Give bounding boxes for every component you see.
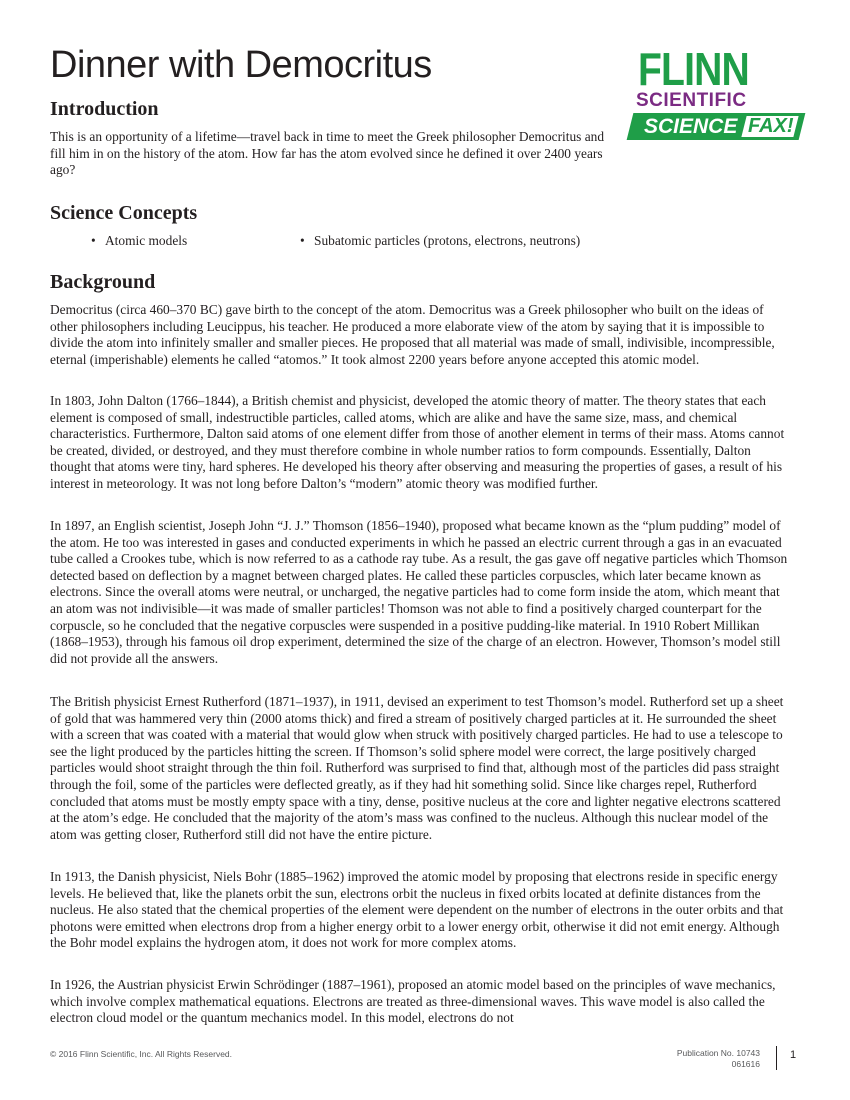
concept-item-label: Subatomic particles (protons, electrons, neutrons) [314,233,581,248]
background-paragraph: In 1913, the Danish physicist, Niels Bohr (1885–1962) improved the atomic model by proposing that electrons reside in specific energy levels. He believed that, like the planets orbit the sun, electrons orbit the nucleus in fixed orbits located at definite distances from the nucleus. He also stated that the chemical properties of the element were dependent on the number of electrons in the outer orbits and that photons were emitted when electrons drop from a higher energy orbit to a lower energy orbit, otherwise it did not emit energy. Although the Bohr model explains the hydrogen atom, it does not work for more complex atoms. [50,869,784,951]
page-number: 1 [790,1049,797,1061]
introduction-heading: Introduction [50,98,159,120]
concept-item-label: Atomic models [105,233,188,248]
publication-number: Publication No. 10743 [676,1048,760,1058]
publication-info [620,1048,760,1070]
concept-item: • Subatomic particles (protons, electrons, neutrons) [300,233,581,248]
background-paragraph: The British physicist Ernest Rutherford (1871–1937), in 1911, devised an experiment to test Thomson’s model. Rutherford set up a sheet of gold that was hammered very thin (2000 atoms thick) and fired a stream of positively charged particles at it. He surrounded the sheet with a screen that was coated with a material that would glow when struck with positively charged particles. He had to use a telescope to see the light produced by the particles hitting the screen. If Thomson’s solid sphere model were correct, the large positively charged particles would shoot straight through the thin foil. Rutherford was surprised to find that, although most of the particles did pass straight through the foil, some of the particles were deflected greatly, as if they had hit something solid. Since like charges repel, Rutherford concluded that atoms must be mostly empty space with a tiny, dense, positive nucleus at the core and lighter negative electrons scattered at the atom’s edge. He concluded that the majority of the atom’s mass was confined to the nucleus. Although this nuclear model of the atom was getting closer, Rutherford still did not have the entire picture. [50,694,784,842]
science-concepts-heading: Science Concepts [50,202,198,224]
logo-flinn-text: FLINN [638,43,749,95]
background-paragraph: Democritus (circa 460–370 BC) gave birth to the concept of the atom. Democritus was a Greek philosopher who built on the ideas of other philosophers including Leucippus, his teacher. He produced a more elaborate view of the atom by saying that it is impossible to divide the atom into infinitely smaller and smaller pieces. He proposed that all material was made of small, indivisible, incompressible, eternal (imperishable) elements he called “atomos.” It took almost 2200 years before anyone accepted this atomic model. [50,302,775,367]
footer-divider [776,1046,777,1070]
background-paragraph: In 1897, an English scientist, Joseph John “J. J.” Thomson (1856–1940), proposed what became known as the “plum pudding” model of the atom. He too was interested in gases and conducted experiments in which he passed an electric current through a gas in an evacuated tube called a Crookes tube, which is now referred to as a cathode ray tube. As a result, the gas gave off negative particles which Thomson detected based on deflection by a magnet between charged plates. He called these particles corpuscles, which later became known as electrons. Since the overall atoms were neutral, or uncharged, the negative particles had to come form inside the atom, which meant that an atom was not indivisible—it was made of smaller particles! Thomson was not able to find a positively charged counterpart for the corpuscle, so he concluded that the negative corpuscles were suspended in a positive pudding-like material. In 1910 Robert Millikan (1868–1953), through his famous oil drop experiment, determined the size of the charge of an electron. However, Thomson’s model still did not provide all the answers. [50,518,788,666]
document-title: Dinner with Democritus [50,44,432,86]
logo-science-text: SCIENCE [644,115,738,138]
flinn-scientific-logo [630,43,800,146]
concept-item: • Atomic models [91,233,188,248]
introduction-text: This is an opportunity of a lifetime—travel back in time to meet the Greek philosopher Democritus and fill him in on the history of the atom. How far has the atom evolved since he defined it over 2400 years ago? [50,129,605,178]
copyright-text: © 2016 Flinn Scientific, Inc. All Rights Reserved. [50,1049,233,1059]
background-heading: Background [50,271,156,293]
background-paragraph: In 1803, John Dalton (1766–1844), a British chemist and physicist, developed the atomic theory of matter. The theory states that each element is composed of small, indestructible particles, called atoms, which are alike and have the same size, mass, and chemical characteristics. Furthermore, Dalton said atoms of one element differ from those of another element in terms of their mass. Atoms cannot be created, divided, or destroyed, and they must therefore combine in whole number ratios to form compounds. Essentially, Dalton thought that atoms were tiny, hard spheres. He developed his theory after observing and measuring the properties of gases, a result of his interest in meteorology. It was not long before Dalton’s “modern” atomic theory was modified further. [50,393,785,491]
publication-code: 061616 [731,1059,760,1069]
logo-fax-text: FAX! [748,115,794,137]
logo-scientific-text: SCIENTIFIC [636,90,747,111]
background-paragraph: In 1926, the Austrian physicist Erwin Schrödinger (1887–1961), proposed an atomic model based on the principles of wave mechanics, which involve complex mathematical equations. Electrons are treated as three-dimensional waves. This wave model is also called the electron cloud model or the quantum mechanics model. In this model, electrons do not [50,977,776,1026]
